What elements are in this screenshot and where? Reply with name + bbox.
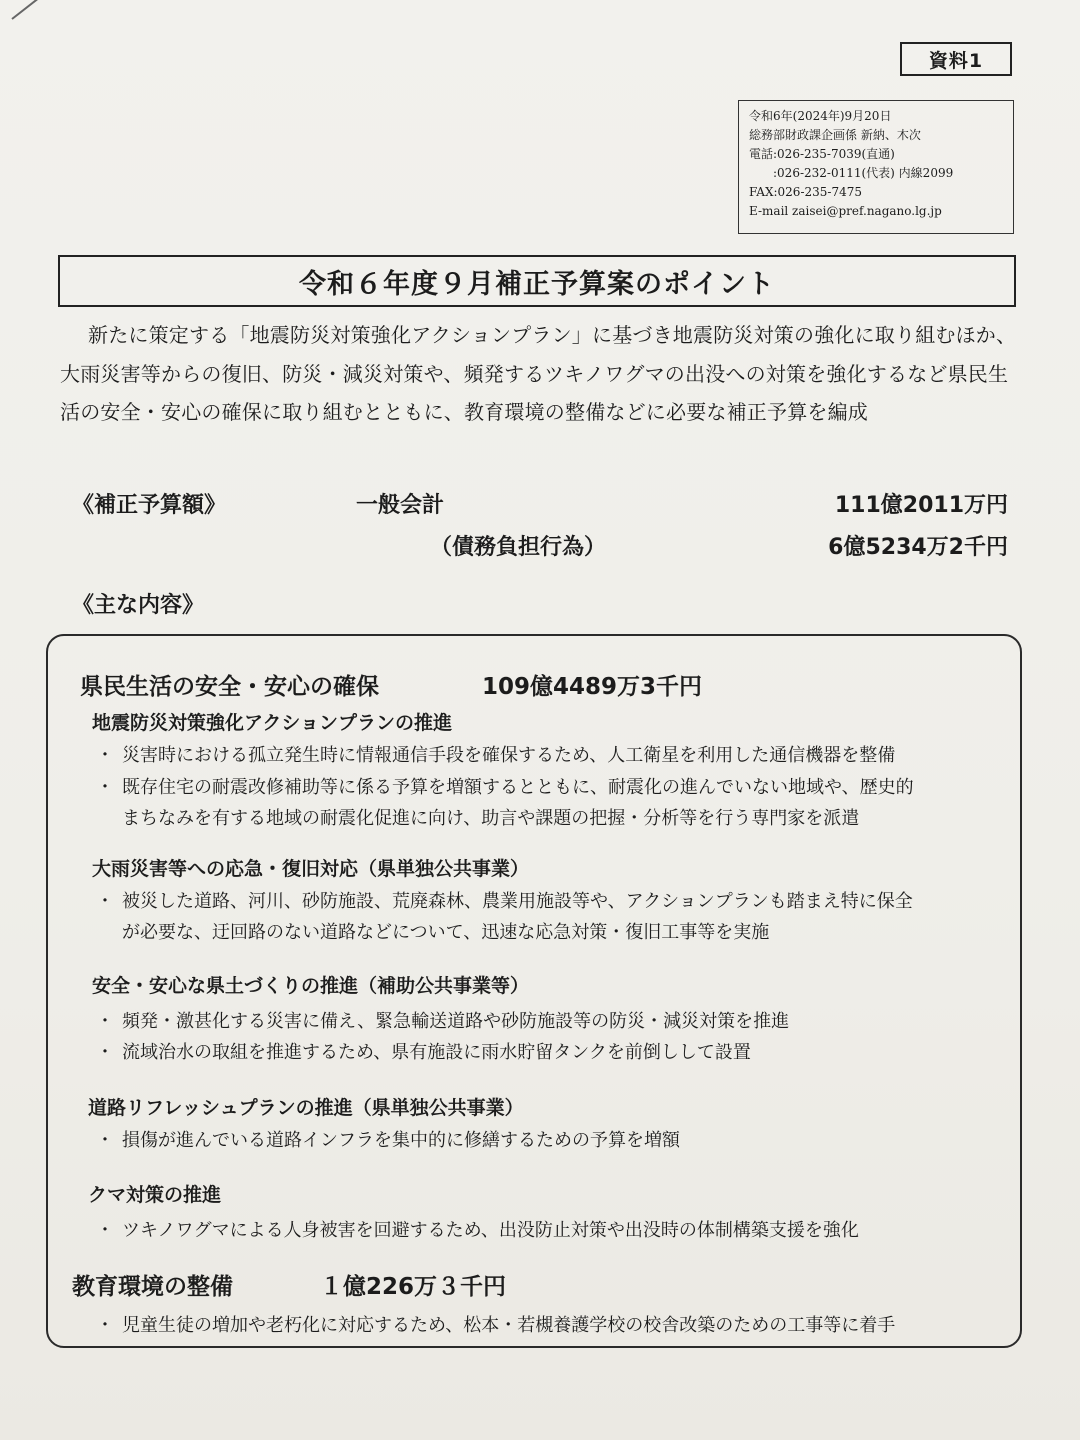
bullet-mark: ・ <box>96 891 114 912</box>
contact-date: 令和6年(2024年)9月20日 <box>749 109 892 123</box>
item-title-safe-land: 安全・安心な県土づくりの推進（補助公共事業等） <box>92 975 530 997</box>
section1-title: 県民生活の安全・安心の確保 <box>80 674 379 700</box>
item-title-heavy-rain: 大雨災害等への応急・復旧対応（県単独公共事業） <box>92 858 530 880</box>
list-item: ・ 被災した道路、河川、砂防施設、荒廃森林、農業用施設等や、アクションプランも踏まえ特に保全 が必要な、迂回路のない道路などについて、迅速な応急対策・復旧工事等を実施 <box>96 886 1026 948</box>
list-item: ・ 損傷が進んでいる道路インフラを集中的に修繕するための予算を増額 <box>96 1125 1026 1156</box>
pen-mark <box>11 0 41 20</box>
contact-fax: FAX:026-235-7475 <box>749 185 862 199</box>
list-item: ・ 流域治水の取組を推進するため、県有施設に雨水貯留タンクを前倒しして設置 <box>96 1037 1026 1068</box>
contact-tel2: :026-232-0111(代表) 内線2099 <box>749 166 954 180</box>
contact-dept: 総務部財政課企画係 新納、木次 <box>749 128 921 142</box>
list-item: ・ 既存住宅の耐震改修補助等に係る予算を増額するとともに、耐震化の進んでいない地域や、歴史的 まちなみを有する地域の耐震化促進に向け、助言や課題の把握・分析等を行う専門家を派遣 <box>96 772 1026 834</box>
bullet-mark: ・ <box>96 745 114 766</box>
page-title: 令和６年度９月補正予算案のポイント <box>58 255 1016 307</box>
item-title-earthquake: 地震防災対策強化アクションプランの推進 <box>92 712 453 734</box>
debt-burden-amount: 6億5234万2千円 <box>828 535 1008 560</box>
general-account-label: 一般会計 <box>356 493 445 518</box>
debt-burden-label: （債務負担行為） <box>430 535 607 560</box>
contact-email: E-mail zaisei@pref.nagano.lg.jp <box>749 204 942 218</box>
general-account-amount: 111億2011万円 <box>834 493 1008 518</box>
section2-amount: １億226万３千円 <box>320 1274 507 1300</box>
budget-label: 《補正予算額》 <box>72 493 227 518</box>
bullet-mark: ・ <box>96 1220 114 1241</box>
intro-paragraph: 新たに策定する「地震防災対策強化アクションプラン」に基づき地震防災対策の強化に取り組むほか、大雨災害等からの復旧、防災・減災対策や、頻発するツキノワグマの出没への対策を強化するなど県民生活の安全・安心の確保に取り組むとともに、教育環境の整備などに必要な補正予算を編成 <box>60 323 1017 424</box>
main-contents-label: 《主な内容》 <box>72 593 205 618</box>
contact-tel1: 電話:026-235-7039(直通) <box>749 147 895 161</box>
item-title-road-refresh: 道路リフレッシュプランの推進（県単独公共事業） <box>88 1097 524 1119</box>
section1-amount: 109億4489万3千円 <box>482 674 703 700</box>
item-title-bear: クマ対策の推進 <box>88 1184 222 1206</box>
bullet-mark: ・ <box>96 1315 114 1336</box>
list-item: ・ 災害時における孤立発生時に情報通信手段を確保するため、人工衛星を利用した通信機器を整備 <box>96 740 1026 771</box>
list-item: ・ 児童生徒の増加や老朽化に対応するため、松本・若槻養護学校の校舎改築のための工事等に着手 <box>96 1310 1026 1341</box>
bullet-mark: ・ <box>96 777 114 798</box>
section2-title: 教育環境の整備 <box>72 1274 233 1300</box>
doc-label: 資料1 <box>900 42 1012 76</box>
bullet-mark: ・ <box>96 1130 114 1151</box>
bullet-mark: ・ <box>96 1011 114 1032</box>
bullet-mark: ・ <box>96 1042 114 1063</box>
contact-box <box>738 100 1014 234</box>
list-item: ・ ツキノワグマによる人身被害を回避するため、出没防止対策や出没時の体制構築支援を強化 <box>96 1215 1026 1246</box>
list-item: ・ 頻発・激甚化する災害に備え、緊急輸送道路や砂防施設等の防災・減災対策を推進 <box>96 1006 1026 1037</box>
